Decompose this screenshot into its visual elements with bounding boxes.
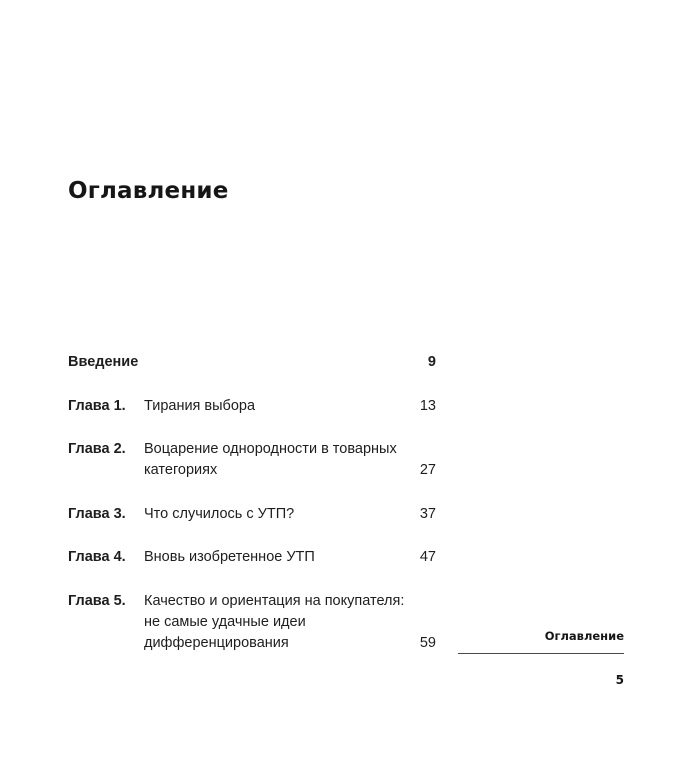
toc-entry-page: 13 (419, 398, 436, 414)
toc-entry-chapter-4 (68, 547, 436, 568)
toc-entry-label: Введение (68, 354, 139, 370)
toc-entry-title: Тирания выбора (144, 398, 256, 414)
page-number: 5 (615, 673, 624, 687)
running-head: Оглавление (544, 629, 624, 643)
page-title: Оглавление (68, 178, 229, 204)
toc-entry-title: Вновь изобретенное УТП (144, 549, 315, 565)
toc-entry-title: Воцарение однородности в товарных категориях (144, 441, 397, 478)
toc-entry-page: 9 (427, 354, 436, 370)
toc-entry-page: 59 (419, 635, 436, 651)
toc-entry-label: Глава 4. (68, 549, 126, 565)
toc-entry-chapter-1 (68, 396, 436, 417)
toc-entry-page: 37 (419, 506, 436, 522)
toc-entry-page: 47 (419, 549, 436, 565)
toc-entry-chapter-5 (68, 591, 436, 654)
toc-entry-label: Глава 1. (68, 398, 126, 414)
toc-entry-label: Глава 5. (68, 593, 126, 609)
toc-entry-page: 27 (419, 462, 436, 478)
table-of-contents (68, 352, 436, 654)
toc-entry-chapter-2 (68, 439, 436, 481)
toc-entry-title: Качество и ориентация на покупателя: не самые удачные идеи дифференцирования (144, 593, 405, 651)
toc-entry-introduction (68, 352, 436, 373)
toc-entry-title: Что случилось с УТП? (144, 506, 295, 522)
running-head-rule (458, 653, 624, 654)
toc-entry-chapter-3 (68, 504, 436, 525)
toc-entry-label: Глава 2. (68, 441, 126, 457)
toc-entry-label: Глава 3. (68, 506, 126, 522)
